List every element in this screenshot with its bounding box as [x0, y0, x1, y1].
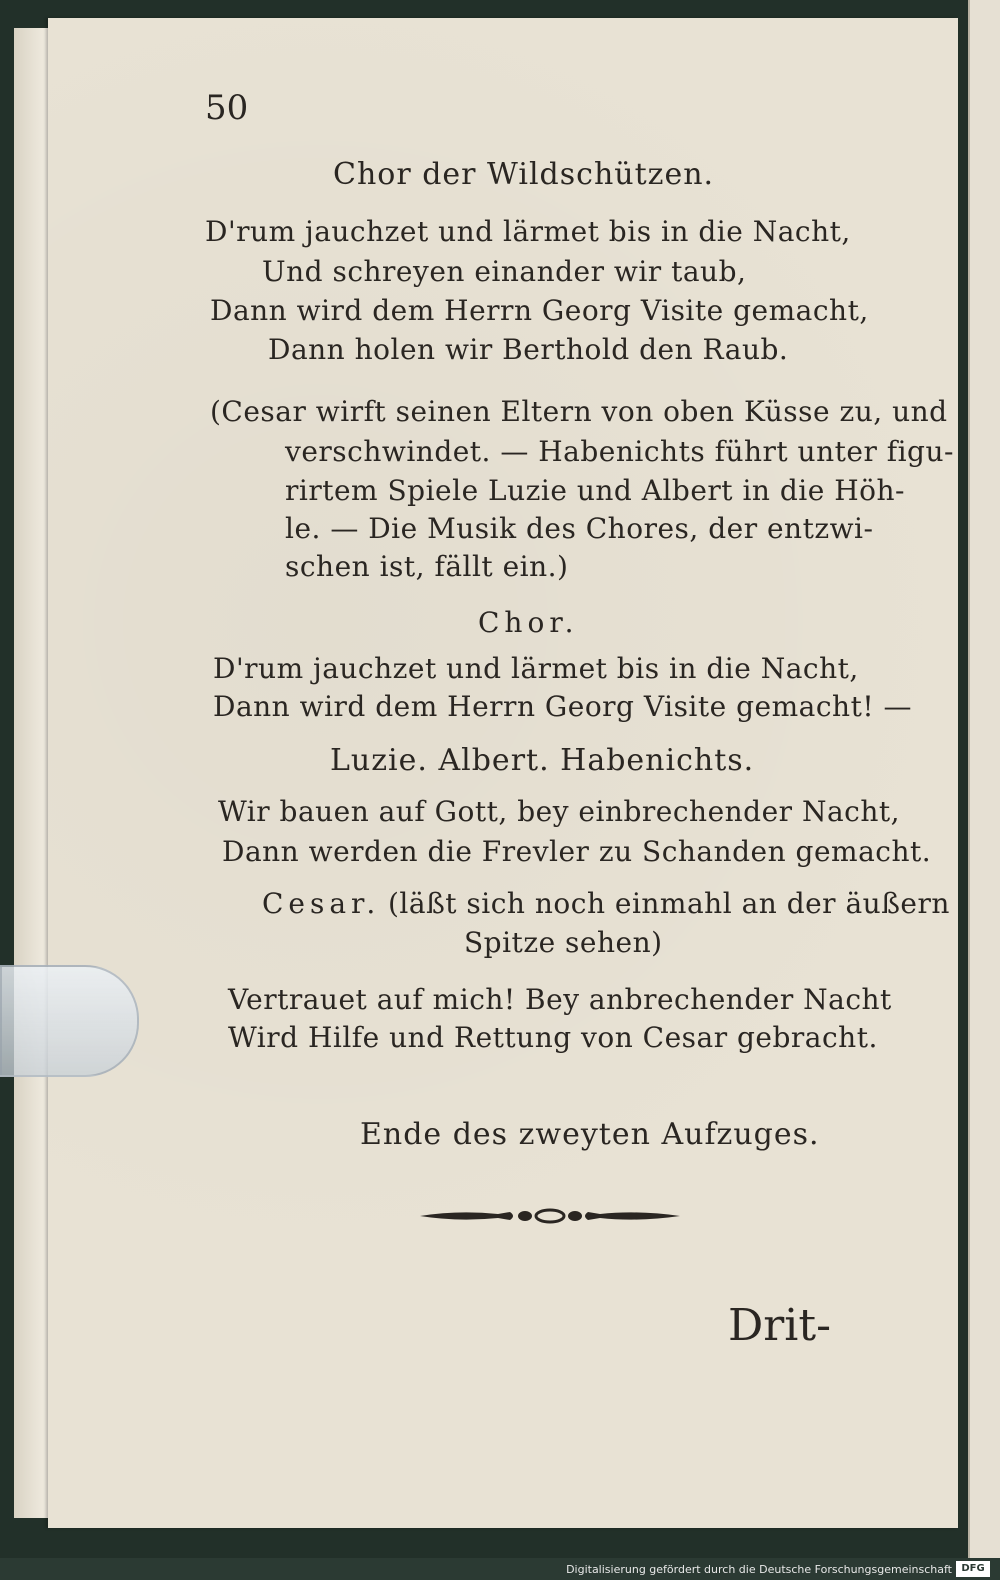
ornament-rule [418, 1206, 683, 1226]
verse-line: Dann werden die Frevler zu Schanden gemacht. [222, 835, 932, 868]
act-end-line: Ende des zweyten Aufzuges. [360, 1117, 820, 1152]
stage-direction-line: (Cesar wirft seinen Eltern von oben Küsse zu, und [210, 395, 948, 428]
stage-direction-line: rirtem Spiele Luzie und Albert in die Höh- [285, 474, 905, 507]
verse-line: Wir bauen auf Gott, bey einbrechender Nacht, [218, 795, 901, 828]
page-clip [0, 965, 139, 1077]
footer-credit: Digitalisierung gefördert durch die Deutsche Forschungsgemeinschaft [566, 1563, 952, 1576]
catchword: Drit- [728, 1300, 831, 1351]
verse-line: Dann wird dem Herrn Georg Visite gemacht! — [213, 690, 912, 723]
trio-heading: Luzie. Albert. Habenichts. [330, 743, 755, 778]
footer-bar [0, 1558, 1000, 1580]
facing-page-edge [968, 0, 1000, 1580]
chor2-heading: Chor. [478, 606, 579, 639]
cesar-direction-line: Spitze sehen) [464, 926, 663, 959]
verse-line: Dann holen wir Berthold den Raub. [268, 333, 789, 366]
stage-direction-line: schen ist, fällt ein.) [285, 550, 569, 583]
stage-direction-line: le. — Die Musik des Chores, der entzwi- [285, 512, 874, 545]
chor-heading: Chor der Wildschützen. [333, 157, 715, 192]
verse-line: D'rum jauchzet und lärmet bis in die Nacht, [213, 652, 859, 685]
cesar-speaker: Cesar. [262, 887, 381, 920]
verse-line: Wird Hilfe und Rettung von Cesar gebracht. [228, 1021, 878, 1054]
page-number: 50 [205, 88, 249, 128]
stage-direction-line: verschwindet. — Habenichts führt unter figu- [285, 435, 954, 468]
cesar-direction-line: (läßt sich noch einmahl an der äußern [388, 887, 950, 920]
verse-line: Dann wird dem Herrn Georg Visite gemacht, [210, 294, 869, 327]
verse-line: D'rum jauchzet und lärmet bis in die Nacht, [205, 215, 851, 248]
verse-line: Vertrauet auf mich! Bey anbrechender Nacht [228, 983, 892, 1016]
dfg-logo: DFG [956, 1561, 990, 1577]
verse-line: Und schreyen einander wir taub, [262, 255, 747, 288]
